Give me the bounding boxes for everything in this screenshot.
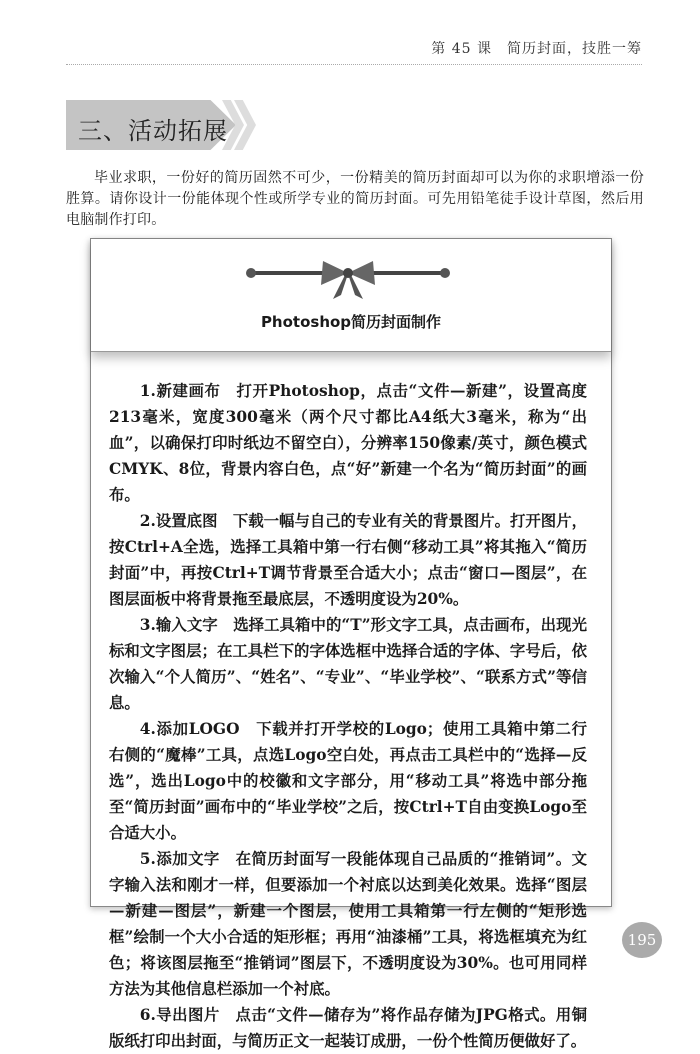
card-header: [91, 239, 611, 352]
header-divider: [66, 64, 642, 65]
steps-list: [109, 378, 587, 1054]
page-number: 195: [622, 922, 662, 958]
step: 6.导出图片 点击“文件—储存为”将作品存储为JPG格式。用铜版纸打印出封面，与简历正文一起装订成册，一份个性简历便做好了。: [109, 1006, 587, 1050]
bow-ribbon-icon: [243, 261, 453, 301]
step: 4.添加LOGO 下载并打开学校的Logo；使用工具箱中第二行右侧的“魔棒”工具，点选Logo空白处，再点击工具栏中的“选择—反选”，选出Logo中的校徽和文字部分，用“移动工具”将选中部分拖至“简历封面”画布中的“毕业学校”之后，按Ctrl+T自由变换Logo至合适大小。: [109, 720, 587, 842]
running-header: 第 45 课 简历封面，技胜一筹: [431, 41, 642, 57]
step: 1.新建画布 打开Photoshop，点击“文件—新建”，设置高度213毫米，宽度300毫米（两个尺寸都比A4纸大3毫米，称为“出血”，以确保打印时纸边不留空白），分辨率150像素/英寸，颜色模式CMYK、8位，背景内容白色，点“好”新建一个名为“简历封面”的画布。: [109, 382, 587, 504]
intro-paragraph: 毕业求职，一份好的简历固然不可少，一份精美的简历封面却可以为你的求职增添一份胜算。请你设计一份能体现个性或所学专业的简历封面。可先用铅笔徒手设计草图，然后用电脑制作打印。: [66, 170, 644, 228]
step: 5.添加文字 在简历封面写一段能体现自己品质的“推销词”。文字输入法和刚才一样，但要添加一个衬底以达到美化效果。选择“图层—新建—图层”，新建一个图层，使用工具箱第一行左侧的“矩形选框”绘制一个大小合适的矩形框；再用“油漆桶”工具，将选框填充为红色；将该图层拖至“推销词”图层下，不透明度设为30%。也可用同样方法为其他信息栏添加一个衬底。: [109, 850, 587, 998]
instruction-card: [90, 238, 612, 1050]
step: 3.输入文字 选择工具箱中的“T”形文字工具，点击画布，出现光标和文字图层；在工具栏下的字体选框中选择合适的字体、字号后，依次输入“个人简历”、“姓名”、“专业”、“毕业学校”、“联系方式”等信息。: [109, 616, 587, 712]
section-title: 三、活动拓展: [78, 117, 228, 145]
step: 2.设置底图 下载一幅与自己的专业有关的背景图片。打开图片，按Ctrl+A全选，选择工具箱中第一行右侧“移动工具”将其拖入“简历封面”中，再按Ctrl+T调节背景至合适大小；点击“窗口—图层”，在图层面板中将背景拖至最底层，不透明度设为20%。: [109, 512, 587, 608]
card-title: Photoshop简历封面制作: [260, 313, 442, 331]
